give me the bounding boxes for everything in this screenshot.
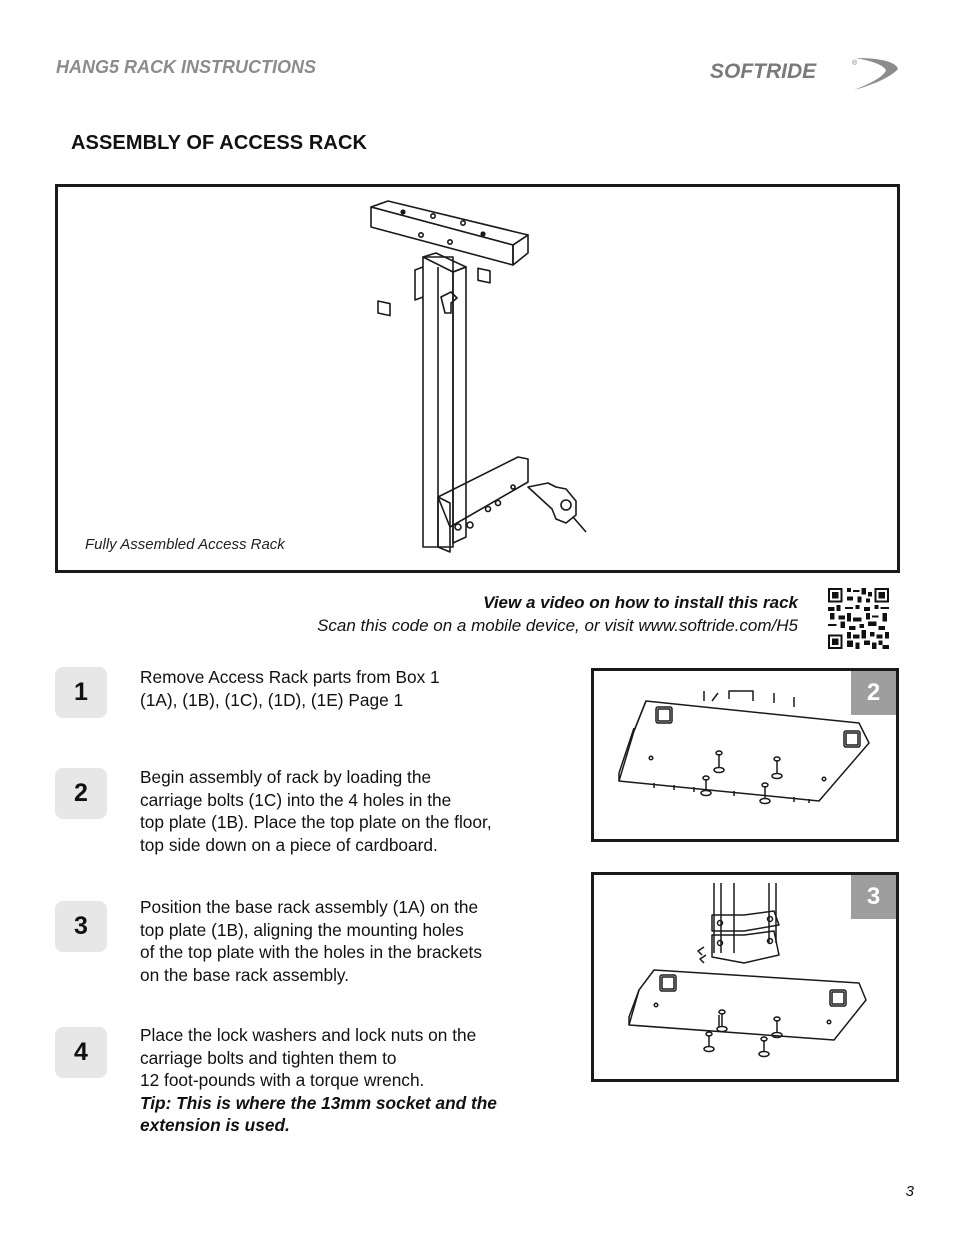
panel-3-badge: 3 (851, 875, 896, 919)
assembled-rack-illustration (58, 187, 897, 570)
carriage-bolt-icon (772, 1017, 782, 1038)
carriage-bolt-icon (772, 757, 782, 779)
panel-2-badge: 2 (851, 671, 896, 715)
step-3-text (140, 896, 560, 986)
step-text-line: (1A), (1B), (1C), (1D), (1E) Page 1 (140, 689, 404, 710)
step-3-badge: 3 (55, 901, 107, 952)
logo-registered-mark: ® (852, 60, 858, 67)
step-text-line: top plate (1B). Place the top plate on the floor, (140, 812, 492, 832)
step-3-illustration-panel (591, 872, 899, 1082)
step-text-line: on the base rack assembly. (140, 964, 350, 985)
step-2-badge: 2 (55, 768, 107, 819)
step-text-line: Place the lock washers and lock nuts on the (140, 1025, 477, 1045)
softride-logo-icon (706, 52, 902, 94)
step-4-text (140, 1024, 560, 1137)
step-text-line: carriage bolts (1C) into the 4 holes in the (140, 789, 452, 810)
step-text-line: 12 foot-pounds with a torque wrench. (140, 1070, 425, 1090)
step-text-line: carriage bolts and tighten them to (140, 1047, 397, 1068)
video-link-text: Scan this code on a mobile device, or visit www.softride.com/H5 (317, 616, 798, 635)
step-text-line: of the top plate with the holes in the brackets (140, 942, 482, 962)
qr-code-icon[interactable] (828, 588, 889, 649)
step-2-illustration-panel (591, 668, 899, 842)
figure-caption: Fully Assembled Access Rack (85, 536, 285, 553)
carriage-bolt-icon (759, 1037, 769, 1057)
step-1-text (140, 666, 560, 711)
step-text-line: Remove Access Rack parts from Box 1 (140, 667, 440, 687)
video-link-title: View a video on how to install this rack (483, 593, 798, 612)
softride-logo (706, 52, 902, 94)
carriage-bolt-icon (701, 776, 711, 796)
step-text-line: top side down on a piece of cardboard. (140, 834, 438, 855)
step-4-badge: 4 (55, 1027, 107, 1078)
carriage-bolt-icon (714, 751, 724, 773)
step-text-line: Position the base rack assembly (1A) on the (140, 897, 479, 917)
carriage-bolt-icon (760, 783, 770, 804)
step-1-badge: 1 (55, 667, 107, 718)
main-figure (55, 184, 900, 573)
section-title: ASSEMBLY OF ACCESS RACK (71, 132, 368, 154)
step-4-tip-line: Tip: This is where the 13mm socket and the (140, 1092, 497, 1113)
qr-code-graphic (828, 588, 889, 649)
step-4-tip-line: extension is used. (140, 1115, 290, 1135)
carriage-bolt-icon (704, 1032, 714, 1052)
logo-wordmark: SOFTRIDE (710, 60, 817, 83)
page-number: 3 (905, 1183, 914, 1200)
step-2-text (140, 766, 560, 856)
step-text-line: Begin assembly of rack by loading the (140, 767, 432, 787)
step-text-line: top plate (1B), aligning the mounting holes (140, 919, 464, 940)
document-header-title: HANG5 RACK INSTRUCTIONS (56, 57, 317, 77)
